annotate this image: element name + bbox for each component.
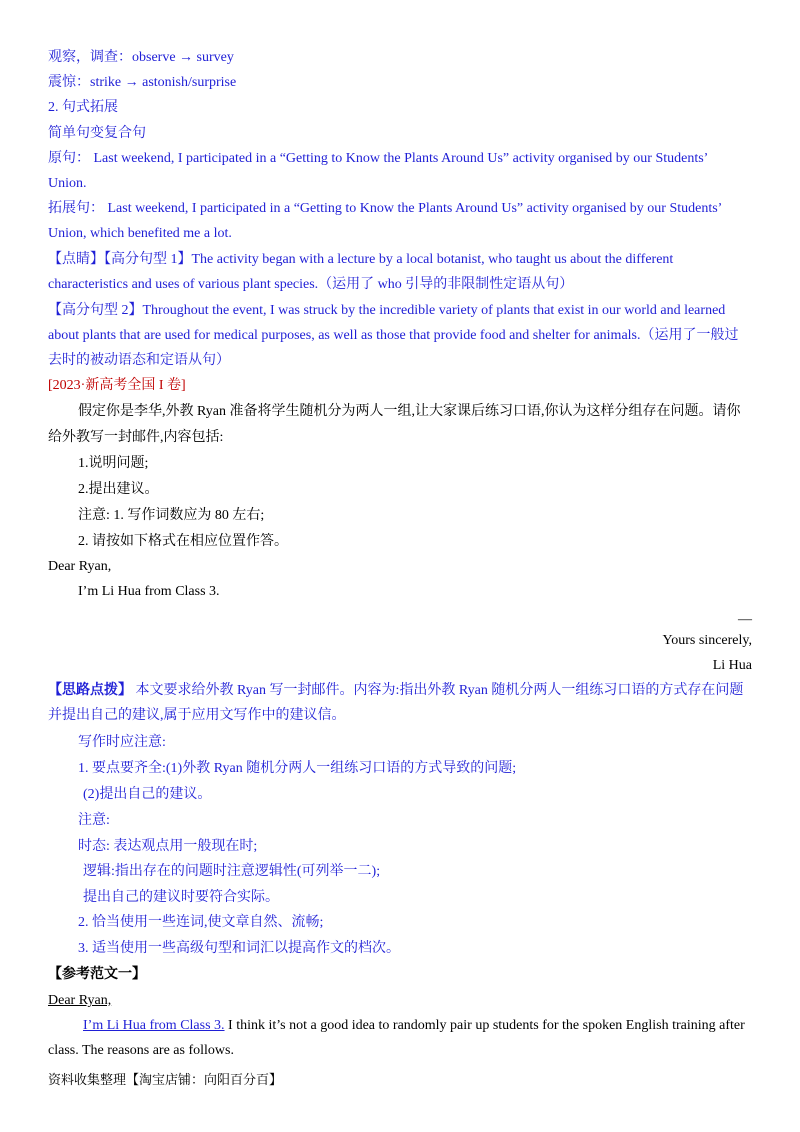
- hint-text-line2: 并提出自己的建议,属于应用文写作中的建议信。: [48, 708, 346, 723]
- original-sentence-line1: 原句： Last weekend, I participated in a “Getting to Know the Plants Around Us” activity organised by our Students’: [48, 151, 709, 166]
- exam-closing: Yours sincerely,: [662, 633, 752, 648]
- sample-body-line2: class. The reasons are as follows.: [48, 1043, 234, 1058]
- hint-practical: 提出自己的建议时要符合实际。: [83, 890, 279, 905]
- hint-point1b: (2)提出自己的建议。: [83, 787, 212, 802]
- extended-sentence-line1: 拓展句： Last weekend, I participated in a “Getting to Know the Plants Around Us” activity organised by our Students’: [48, 201, 723, 216]
- sample-salutation: Dear Ryan,: [48, 993, 112, 1008]
- hint-text-line1: 本文要求给外教 Ryan 写一封邮件。内容为:指出外教 Ryan 随机分两人一组练习口语的方式存在问题: [132, 683, 744, 698]
- hint-attention: 写作时应注意:: [78, 735, 166, 750]
- section-heading: 2. 句式拓展: [48, 100, 118, 115]
- hint-note-label: 注意:: [78, 813, 110, 828]
- original-sentence-line2: Union.: [48, 176, 87, 191]
- exam-prompt-line2: 给外教写一封邮件,内容包括:: [48, 430, 224, 445]
- sample-intro: I’m Li Hua from Class 3.: [83, 1018, 225, 1033]
- exam-note1: 注意: 1. 写作词数应为 80 左右;: [78, 508, 265, 523]
- sample-body-line1: [83, 1016, 745, 1036]
- vocab-strike: 震惊：strike → astonish/surprise: [48, 75, 237, 90]
- pattern2-line3: 去时的被动语态和定语从句）: [48, 353, 230, 368]
- extended-sentence-line2: Union, which benefited me a lot.: [48, 226, 232, 241]
- exam-blank-dash: —: [738, 612, 752, 627]
- hint-line1: [48, 681, 743, 701]
- pattern2-line2: about plants that are used for medical purposes, as well as those that provide food and shelter for animals.（运用了一般过: [48, 328, 739, 343]
- pattern2-line1: 【高分句型 2】Throughout the event, I was struck by the incredible variety of plants that exist in our world and learned: [48, 303, 726, 318]
- hint-logic: 逻辑:指出存在的问题时注意逻辑性(可列举一二);: [83, 864, 381, 879]
- sample-heading: 【参考范文一】: [48, 967, 146, 982]
- exam-note2: 2. 请按如下格式在相应位置作答。: [78, 534, 288, 549]
- exam-signature: Li Hua: [712, 658, 752, 673]
- exam-item1: 1.说明问题;: [78, 456, 149, 471]
- hint-tense: 时态: 表达观点用一般现在时;: [78, 839, 258, 854]
- hint-point2: 2. 恰当使用一些连词,使文章自然、流畅;: [78, 915, 324, 930]
- highlight-pattern1-line1: 【点睛】【高分句型 1】The activity began with a lecture by a local botanist, who taught us about the different: [48, 252, 674, 267]
- exam-tag: [2023·新高考全国 I 卷]: [48, 378, 186, 393]
- vocab-observe: 观察，调查：observe → survey: [48, 50, 234, 65]
- hint-point1: 1. 要点要齐全:(1)外教 Ryan 随机分两人一组练习口语的方式导致的问题;: [78, 761, 517, 776]
- exam-intro: I’m Li Hua from Class 3.: [78, 584, 220, 599]
- sample-body-text: I think it’s not a good idea to randomly pair up students for the spoken English training after: [224, 1018, 745, 1033]
- exam-prompt-line1: 假定你是李华,外教 Ryan 准备将学生随机分为两人一组,让大家课后练习口语,你认为这样分组存在问题。请你: [78, 404, 741, 419]
- page-footer: 资料收集整理【淘宝店铺：向阳百分百】: [48, 1072, 283, 1087]
- exam-salutation: Dear Ryan,: [48, 559, 112, 574]
- exam-item2: 2.提出建议。: [78, 482, 159, 497]
- hint-label: 【思路点拨】: [48, 683, 132, 698]
- section-subheading: 简单句变复合句: [48, 126, 146, 141]
- highlight-pattern1-line2: characteristics and uses of various plant species.（运用了 who 引导的非限制性定语从句）: [48, 277, 574, 292]
- hint-point3: 3. 适当使用一些高级句型和词汇以提高作文的档次。: [78, 941, 400, 956]
